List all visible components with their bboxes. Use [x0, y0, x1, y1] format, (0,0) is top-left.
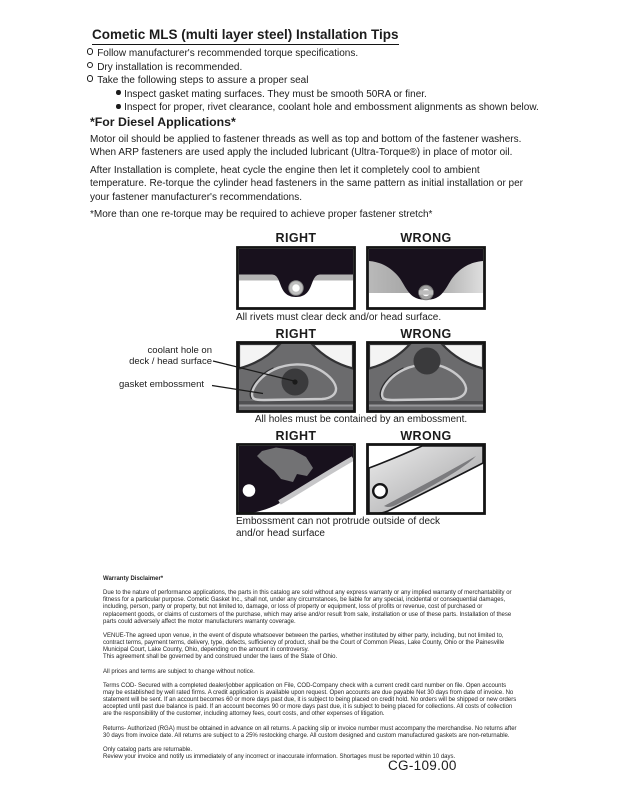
set2-wrong-label: WRONG [400, 327, 452, 341]
dot-bullet-icon [116, 104, 121, 109]
circle-bullet-icon [87, 62, 93, 68]
set3-right-panel [236, 443, 356, 515]
returns-paragraph: Returns- Authorized (RGA) must be obtained in advance on all returns. A packing slip or invoice number must accompany the merchandise. No returns after 30 days from invoice date. All returns are subject to a 25% restocking charge. All custom designed and custom manufactured gaskets are non-returnable. [103, 725, 517, 739]
retorque-note: *More than one re-torque may be required to achieve proper fastener stretch* [90, 209, 433, 220]
tips-list [87, 47, 557, 115]
tip-text: Inspect gasket mating surfaces. They must be smooth 50RA or finer. [124, 88, 427, 100]
set1-wrong-label: WRONG [400, 231, 452, 245]
set2-caption: All holes must be contained by an embossment. [254, 414, 468, 425]
venue-paragraph: VENUE-The agreed upon venue, in the event of dispute whatsoever between the parties, whether instituted by either party, including, but not limited to, contract terms, payment terms, delivery, type, defects, sufficiency of product, shall be the Court of Common Pleas, Lake County, Ohio or the Painesville Municipal Court, Lake County, Ohio, depending on the amount in controversy. [103, 632, 505, 654]
tip-sub-item [87, 88, 557, 102]
set1-right-panel [236, 246, 356, 310]
set3-caption: Embossment can not protrude outside of deck and/or head surface [236, 516, 441, 539]
diesel-paragraph-2: After Installation is complete, heat cycle the engine then let it completely cool to ambient temperature. Re-torque the cylinder head fasteners in the same pattern as initial installation or per your fastener manufacturer's recommendations. [90, 165, 524, 203]
set1-wrong-panel [366, 246, 486, 310]
tip-text: Take the following steps to assure a proper seal [97, 75, 309, 86]
venue-paragraph-2: This agreement shall be governed by and construed under the laws of the State of Ohio. [103, 654, 338, 661]
set3-wrong-panel [366, 443, 486, 515]
set3-right-label: RIGHT [275, 429, 317, 443]
dot-bullet-icon [116, 90, 121, 95]
coolant-hole-annotation: coolant hole on deck / head surface [129, 345, 212, 367]
set2-wrong-panel [366, 341, 486, 413]
tip-item [87, 74, 557, 88]
circle-bullet-icon [87, 75, 93, 81]
set2-right-panel [236, 341, 356, 413]
diesel-paragraph-1: Motor oil should be applied to fastener threads as well as top and bottom of the fastener washers. When ARP fasteners are used apply the included lubricant (Ultra-Torque®) in place of motor oil. [90, 134, 522, 159]
review-invoice-line: Review your invoice and notify us immediately of any incorrect or inaccurate information. Shortages must be reported within 10 days. [103, 753, 456, 760]
tip-text: Follow manufacturer's recommended torque specifications. [97, 48, 359, 59]
diesel-section-heading: *For Diesel Applications* [90, 115, 236, 129]
catalog-parts-line: Only catalog parts are returnable. [103, 746, 193, 753]
set3-wrong-label: WRONG [400, 429, 452, 443]
set1-right-label: RIGHT [275, 231, 317, 245]
set1-caption: All rivets must clear deck and/or head surface. [236, 312, 442, 323]
page-title: Cometic MLS (multi layer steel) Installation Tips [92, 27, 399, 45]
circle-bullet-icon [87, 48, 93, 54]
tip-item [87, 47, 557, 61]
tip-text: Inspect for proper, rivet clearance, coolant hole and embossment alignments as shown below. [124, 102, 539, 113]
tip-sub-item [87, 101, 557, 115]
warranty-paragraph: Due to the nature of performance applications, the parts in this catalog are sold without any express warranty or any implied warranty of merchantability or fitness for a particular purpose. Cometic Gasket Inc., shall not, under any circumstances, be liable for any special, incidental or consequential damages, including, person, party or property, but not limited to, damage, or loss of property or equipment, loss of profits or revenue, cost of purchased or replacement goods, or claims of customers of the purchase, which may arise and/or result from sale, installation or use of these parts. Installation of these parts could adversely affect the motor manufacturers warranty coverage. [103, 590, 512, 625]
tip-text: Dry installation is recommended. [97, 61, 243, 73]
tip-item [87, 61, 557, 75]
legal-section [103, 576, 517, 768]
prices-paragraph: All prices and terms are subject to change without notice. [103, 668, 255, 675]
terms-paragraph: Terms COD- Secured with a completed dealer/jobber application on File, COD-Company check with a current credit card number on file. Open accounts may be established by well rated firms. A credit application is available upon request. Open accounts are due payable Net 30 days from date of invoice. No statement will be sent. If an account becomes 60 or more days past due, it is subject to being placed on credit hold. No orders will be shipped or new orders accepted until past due balance is paid. If an account becomes 90 or more days past due, it is subject to being placed for collections. All costs of collection are the responsibility of the customer, including attorney fees, court costs, and other expenses of litigation. [103, 682, 517, 718]
catalog-number: CG-109.00 [388, 758, 457, 773]
set2-right-label: RIGHT [275, 327, 317, 341]
gasket-embossment-annotation: gasket embossment [119, 379, 205, 390]
warranty-disclaimer-heading: Warranty Disclaimer* [103, 576, 164, 582]
